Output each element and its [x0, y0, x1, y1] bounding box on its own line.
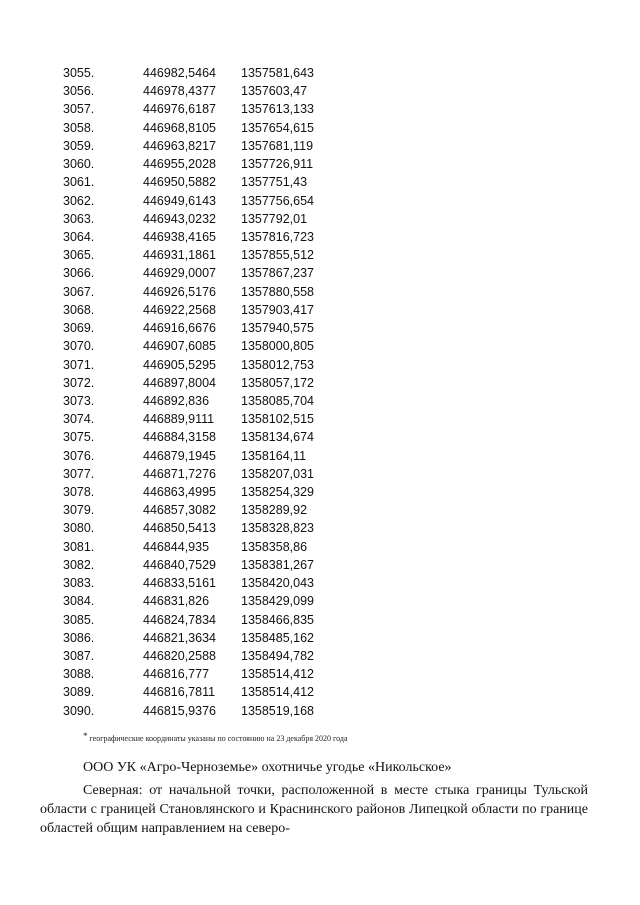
table-row — [63, 337, 331, 355]
point-number: 3058. — [63, 120, 95, 135]
table-row — [63, 319, 331, 337]
point-number: 3081. — [63, 539, 95, 554]
coord-x: 446907,6085 — [143, 339, 216, 354]
table-row — [63, 447, 331, 465]
point-number: 3065. — [63, 248, 95, 263]
coord-y: 1358164,11 — [241, 448, 307, 463]
point-number: 3068. — [63, 302, 95, 317]
point-number: 3062. — [63, 193, 95, 208]
point-number: 3059. — [63, 138, 95, 153]
coord-x: 446889,9111 — [143, 412, 215, 427]
table-row — [63, 228, 331, 246]
table-row — [63, 100, 331, 118]
point-number: 3076. — [63, 448, 95, 463]
coord-x: 446922,2568 — [143, 302, 216, 317]
coord-y: 1358000,805 — [241, 339, 314, 354]
table-row — [63, 283, 331, 301]
point-number: 3064. — [63, 229, 95, 244]
coord-x: 446938,4165 — [143, 229, 216, 244]
point-number: 3078. — [63, 485, 95, 500]
coord-y: 1357581,643 — [241, 66, 314, 80]
table-row — [63, 519, 331, 537]
table-row — [63, 647, 331, 665]
point-number: 3063. — [63, 211, 95, 226]
point-number: 3072. — [63, 375, 95, 390]
point-number: 3086. — [63, 630, 95, 645]
table-row — [63, 611, 331, 629]
footnote-text: географические координаты указаны по состоянию на 23 декабря 2020 года — [89, 734, 348, 743]
coord-x: 446931,1861 — [143, 248, 216, 263]
coord-x: 446815,9376 — [143, 703, 216, 718]
point-number: 3066. — [63, 266, 95, 281]
coord-y: 1357751,43 — [241, 175, 308, 190]
coord-x: 446840,7529 — [143, 557, 216, 572]
coord-x: 446844,935 — [143, 539, 210, 554]
coord-y: 1358514,412 — [241, 685, 314, 700]
coordinates-table — [63, 64, 331, 720]
table-row — [63, 665, 331, 683]
point-number: 3085. — [63, 612, 95, 627]
table-row — [63, 155, 331, 173]
coord-x: 446821,3634 — [143, 630, 216, 645]
coord-x: 446949,6143 — [143, 193, 216, 208]
table-row — [63, 592, 331, 610]
coord-y: 1358519,168 — [241, 703, 314, 718]
point-number: 3073. — [63, 393, 95, 408]
coord-y: 1357603,47 — [241, 84, 308, 99]
table-row — [63, 483, 331, 501]
point-number: 3080. — [63, 521, 95, 536]
point-number: 3088. — [63, 667, 95, 682]
coord-y: 1358420,043 — [241, 576, 314, 591]
table-row — [63, 683, 331, 701]
coord-x: 446884,3158 — [143, 430, 216, 445]
coord-y: 1358134,674 — [241, 430, 314, 445]
coord-x: 446905,5295 — [143, 357, 216, 372]
boundary-description: Северная: от начальной точки, расположенной в месте стыка границы Тульской области с границей Становлянского и Краснинского районов Липецкой области по границе областей общим направлением на северо- — [40, 783, 588, 836]
coord-y: 1358254,329 — [241, 485, 314, 500]
point-number: 3057. — [63, 102, 95, 117]
coord-y: 1358358,86 — [241, 539, 308, 554]
coord-y: 1357940,575 — [241, 321, 314, 336]
coord-x: 446871,7276 — [143, 466, 216, 481]
coord-x: 446863,4995 — [143, 485, 216, 500]
coord-x: 446857,3082 — [143, 503, 216, 518]
point-number: 3077. — [63, 466, 95, 481]
coord-y: 1357855,512 — [241, 248, 314, 263]
point-number: 3056. — [63, 84, 95, 99]
coord-x: 446820,2588 — [143, 649, 216, 663]
coord-x: 446929,0007 — [143, 266, 216, 281]
table-row — [63, 374, 331, 392]
point-number: 3060. — [63, 157, 95, 172]
table-row — [63, 301, 331, 319]
coord-y: 1357756,654 — [241, 193, 314, 208]
coord-y: 1358381,267 — [241, 557, 314, 572]
table-row — [63, 428, 331, 446]
table-row — [63, 501, 331, 519]
coord-y: 1358289,92 — [241, 503, 308, 518]
coord-y: 1357681,119 — [241, 138, 314, 153]
point-number: 3071. — [63, 357, 95, 372]
point-number: 3089. — [63, 685, 95, 700]
footnote-marker: * — [83, 731, 88, 741]
coord-y: 1357816,723 — [241, 229, 314, 244]
table-row — [63, 119, 331, 137]
coord-x: 446850,5413 — [143, 521, 216, 536]
table-row — [63, 410, 331, 428]
coord-y: 1358057,172 — [241, 375, 314, 390]
coord-x: 446963,8217 — [143, 138, 216, 153]
footnote — [83, 731, 348, 743]
coord-y: 1358102,515 — [241, 412, 314, 427]
point-number: 3079. — [63, 503, 95, 518]
point-number: 3070. — [63, 339, 95, 354]
coord-x: 446816,7811 — [143, 685, 216, 700]
coord-y: 1358429,099 — [241, 594, 314, 609]
coord-y: 1357880,558 — [241, 284, 314, 299]
point-number: 3055. — [63, 66, 95, 80]
table-row — [63, 465, 331, 483]
coord-y: 1357613,133 — [241, 102, 314, 117]
coord-x: 446968,8105 — [143, 120, 216, 135]
coord-x: 446897,8004 — [143, 375, 216, 390]
point-number: 3074. — [63, 412, 95, 427]
point-number: 3084. — [63, 594, 95, 609]
coord-x: 446879,1945 — [143, 448, 216, 463]
coord-x: 446976,6187 — [143, 102, 216, 117]
coord-x: 446831,826 — [143, 594, 210, 609]
coord-x: 446824,7834 — [143, 612, 216, 627]
coord-y: 1357867,237 — [241, 266, 314, 281]
coord-x: 446978,4377 — [143, 84, 216, 99]
coord-y: 1358328,823 — [241, 521, 314, 536]
table-row — [63, 574, 331, 592]
point-number: 3075. — [63, 430, 95, 445]
coord-x: 446950,5882 — [143, 175, 216, 190]
coord-y: 1358012,753 — [241, 357, 314, 372]
table-row — [63, 192, 331, 210]
table-row — [63, 556, 331, 574]
table-row — [63, 629, 331, 647]
table-row — [63, 210, 331, 228]
coord-y: 1358485,162 — [241, 630, 314, 645]
point-number: 3087. — [63, 649, 95, 663]
table-row — [63, 356, 331, 374]
table-row — [63, 173, 331, 191]
coord-x: 446916,6676 — [143, 321, 216, 336]
coordinates-table-body — [63, 64, 331, 720]
table-row — [63, 64, 331, 82]
coord-x: 446955,2028 — [143, 157, 216, 172]
table-row — [63, 246, 331, 264]
point-number: 3069. — [63, 321, 95, 336]
table-row — [63, 538, 331, 556]
coord-y: 1358514,412 — [241, 667, 314, 682]
point-number: 3083. — [63, 576, 95, 591]
table-row — [63, 137, 331, 155]
hunting-ground-title: ООО УК «Агро-Черноземье» охотничье угодье «Никольское» — [83, 760, 452, 775]
coord-y: 1357726,911 — [241, 157, 314, 172]
coord-y: 1358466,835 — [241, 612, 314, 627]
coord-x: 446943,0232 — [143, 211, 216, 226]
point-number: 3061. — [63, 175, 95, 190]
coord-y: 1358085,704 — [241, 393, 314, 408]
point-number: 3082. — [63, 557, 95, 572]
point-number: 3067. — [63, 284, 95, 299]
coord-x: 446833,5161 — [143, 576, 216, 591]
point-number: 3090. — [63, 703, 95, 718]
table-row — [63, 702, 331, 720]
coord-y: 1357792,01 — [241, 211, 308, 226]
table-row — [63, 392, 331, 410]
coord-x: 446926,5176 — [143, 284, 216, 299]
coord-x: 446892,836 — [143, 393, 210, 408]
coord-x: 446816,777 — [143, 667, 210, 682]
table-row — [63, 82, 331, 100]
table-row — [63, 264, 331, 282]
coord-y: 1358207,031 — [241, 466, 314, 481]
coord-x: 446982,5464 — [143, 66, 216, 80]
coord-y: 1358494,782 — [241, 649, 314, 663]
coord-y: 1357654,615 — [241, 120, 314, 135]
coord-y: 1357903,417 — [241, 302, 314, 317]
